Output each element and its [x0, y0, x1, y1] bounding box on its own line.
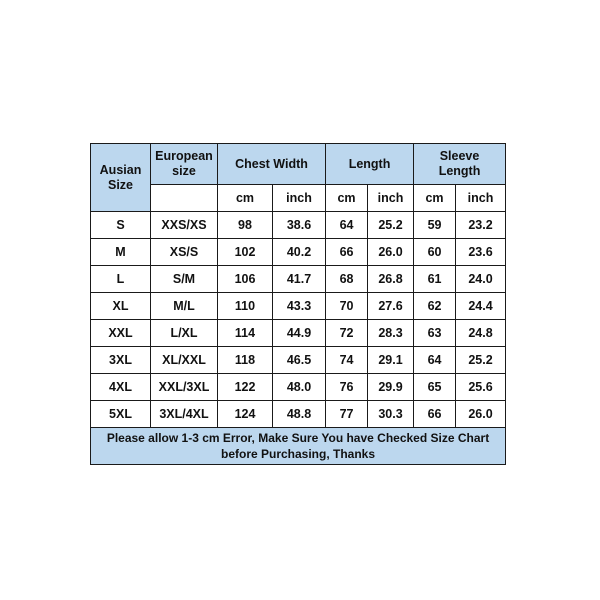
cell-length-cm: 74 — [326, 347, 368, 374]
header-sleeve-length — [414, 144, 506, 185]
cell-sleeve-inch: 24.4 — [456, 293, 506, 320]
header-asian-size-label: Ausian Size — [99, 162, 142, 192]
cell-asian-size: 5XL — [91, 401, 151, 428]
cell-chest-cm: 124 — [218, 401, 273, 428]
footer-note: Please allow 1-3 cm Error, Make Sure You have Checked Size Chart before Purchasing, Thanks — [91, 428, 506, 465]
table-row — [91, 266, 506, 293]
cell-sleeve-inch: 26.0 — [456, 401, 506, 428]
unit-chest-inch: inch — [273, 185, 326, 212]
cell-european-size: L/XL — [151, 320, 218, 347]
table-row — [91, 239, 506, 266]
cell-chest-cm: 106 — [218, 266, 273, 293]
cell-chest-inch: 43.3 — [273, 293, 326, 320]
cell-sleeve-cm: 62 — [414, 293, 456, 320]
cell-chest-inch: 46.5 — [273, 347, 326, 374]
cell-chest-inch: 38.6 — [273, 212, 326, 239]
size-chart-table — [90, 143, 506, 465]
cell-asian-size: M — [91, 239, 151, 266]
table-row — [91, 347, 506, 374]
cell-length-cm: 66 — [326, 239, 368, 266]
cell-sleeve-inch: 23.2 — [456, 212, 506, 239]
cell-length-cm: 76 — [326, 374, 368, 401]
cell-sleeve-cm: 59 — [414, 212, 456, 239]
cell-length-inch: 29.1 — [368, 347, 414, 374]
cell-chest-cm: 122 — [218, 374, 273, 401]
cell-sleeve-inch: 25.2 — [456, 347, 506, 374]
header-chest-width — [218, 144, 326, 185]
cell-european-size: 3XL/4XL — [151, 401, 218, 428]
cell-length-cm: 64 — [326, 212, 368, 239]
units-blank-cell — [151, 185, 218, 212]
cell-asian-size: L — [91, 266, 151, 293]
header-length-label: Length — [348, 156, 391, 171]
unit-chest-cm: cm — [218, 185, 273, 212]
cell-length-inch: 26.8 — [368, 266, 414, 293]
cell-asian-size: 3XL — [91, 347, 151, 374]
cell-sleeve-cm: 60 — [414, 239, 456, 266]
cell-chest-cm: 118 — [218, 347, 273, 374]
cell-length-cm: 77 — [326, 401, 368, 428]
cell-chest-inch: 44.9 — [273, 320, 326, 347]
header-asian-size — [91, 144, 151, 212]
unit-length-cm: cm — [326, 185, 368, 212]
cell-asian-size: XL — [91, 293, 151, 320]
cell-chest-inch: 41.7 — [273, 266, 326, 293]
cell-length-inch: 29.9 — [368, 374, 414, 401]
cell-chest-cm: 114 — [218, 320, 273, 347]
cell-asian-size: 4XL — [91, 374, 151, 401]
cell-chest-inch: 48.8 — [273, 401, 326, 428]
cell-european-size: XXS/XS — [151, 212, 218, 239]
cell-chest-inch: 40.2 — [273, 239, 326, 266]
table-row — [91, 293, 506, 320]
cell-length-cm: 68 — [326, 266, 368, 293]
cell-european-size: S/M — [151, 266, 218, 293]
cell-length-inch: 30.3 — [368, 401, 414, 428]
cell-asian-size: S — [91, 212, 151, 239]
header-european-size — [151, 144, 218, 185]
header-row — [91, 144, 506, 185]
header-sleeve-length-label: Sleeve Length — [438, 149, 481, 178]
cell-sleeve-inch: 24.8 — [456, 320, 506, 347]
cell-sleeve-cm: 64 — [414, 347, 456, 374]
cell-chest-cm: 110 — [218, 293, 273, 320]
unit-sleeve-cm: cm — [414, 185, 456, 212]
header-chest-width-label: Chest Width — [235, 156, 308, 171]
cell-sleeve-inch: 24.0 — [456, 266, 506, 293]
units-row — [91, 185, 506, 212]
cell-chest-cm: 98 — [218, 212, 273, 239]
cell-european-size: M/L — [151, 293, 218, 320]
cell-sleeve-inch: 25.6 — [456, 374, 506, 401]
cell-sleeve-cm: 65 — [414, 374, 456, 401]
cell-chest-cm: 102 — [218, 239, 273, 266]
table-row — [91, 212, 506, 239]
cell-chest-inch: 48.0 — [273, 374, 326, 401]
cell-length-cm: 70 — [326, 293, 368, 320]
cell-sleeve-inch: 23.6 — [456, 239, 506, 266]
cell-length-inch: 26.0 — [368, 239, 414, 266]
footer-row — [91, 428, 506, 465]
cell-european-size: XL/XXL — [151, 347, 218, 374]
cell-european-size: XS/S — [151, 239, 218, 266]
cell-length-inch: 28.3 — [368, 320, 414, 347]
cell-sleeve-cm: 66 — [414, 401, 456, 428]
table-row — [91, 374, 506, 401]
cell-european-size: XXL/3XL — [151, 374, 218, 401]
cell-sleeve-cm: 61 — [414, 266, 456, 293]
table-row — [91, 320, 506, 347]
table-row — [91, 401, 506, 428]
cell-length-inch: 27.6 — [368, 293, 414, 320]
header-european-size-label: European size — [155, 149, 213, 178]
cell-length-inch: 25.2 — [368, 212, 414, 239]
header-length — [326, 144, 414, 185]
cell-asian-size: XXL — [91, 320, 151, 347]
cell-length-cm: 72 — [326, 320, 368, 347]
cell-sleeve-cm: 63 — [414, 320, 456, 347]
unit-length-inch: inch — [368, 185, 414, 212]
unit-sleeve-inch: inch — [456, 185, 506, 212]
